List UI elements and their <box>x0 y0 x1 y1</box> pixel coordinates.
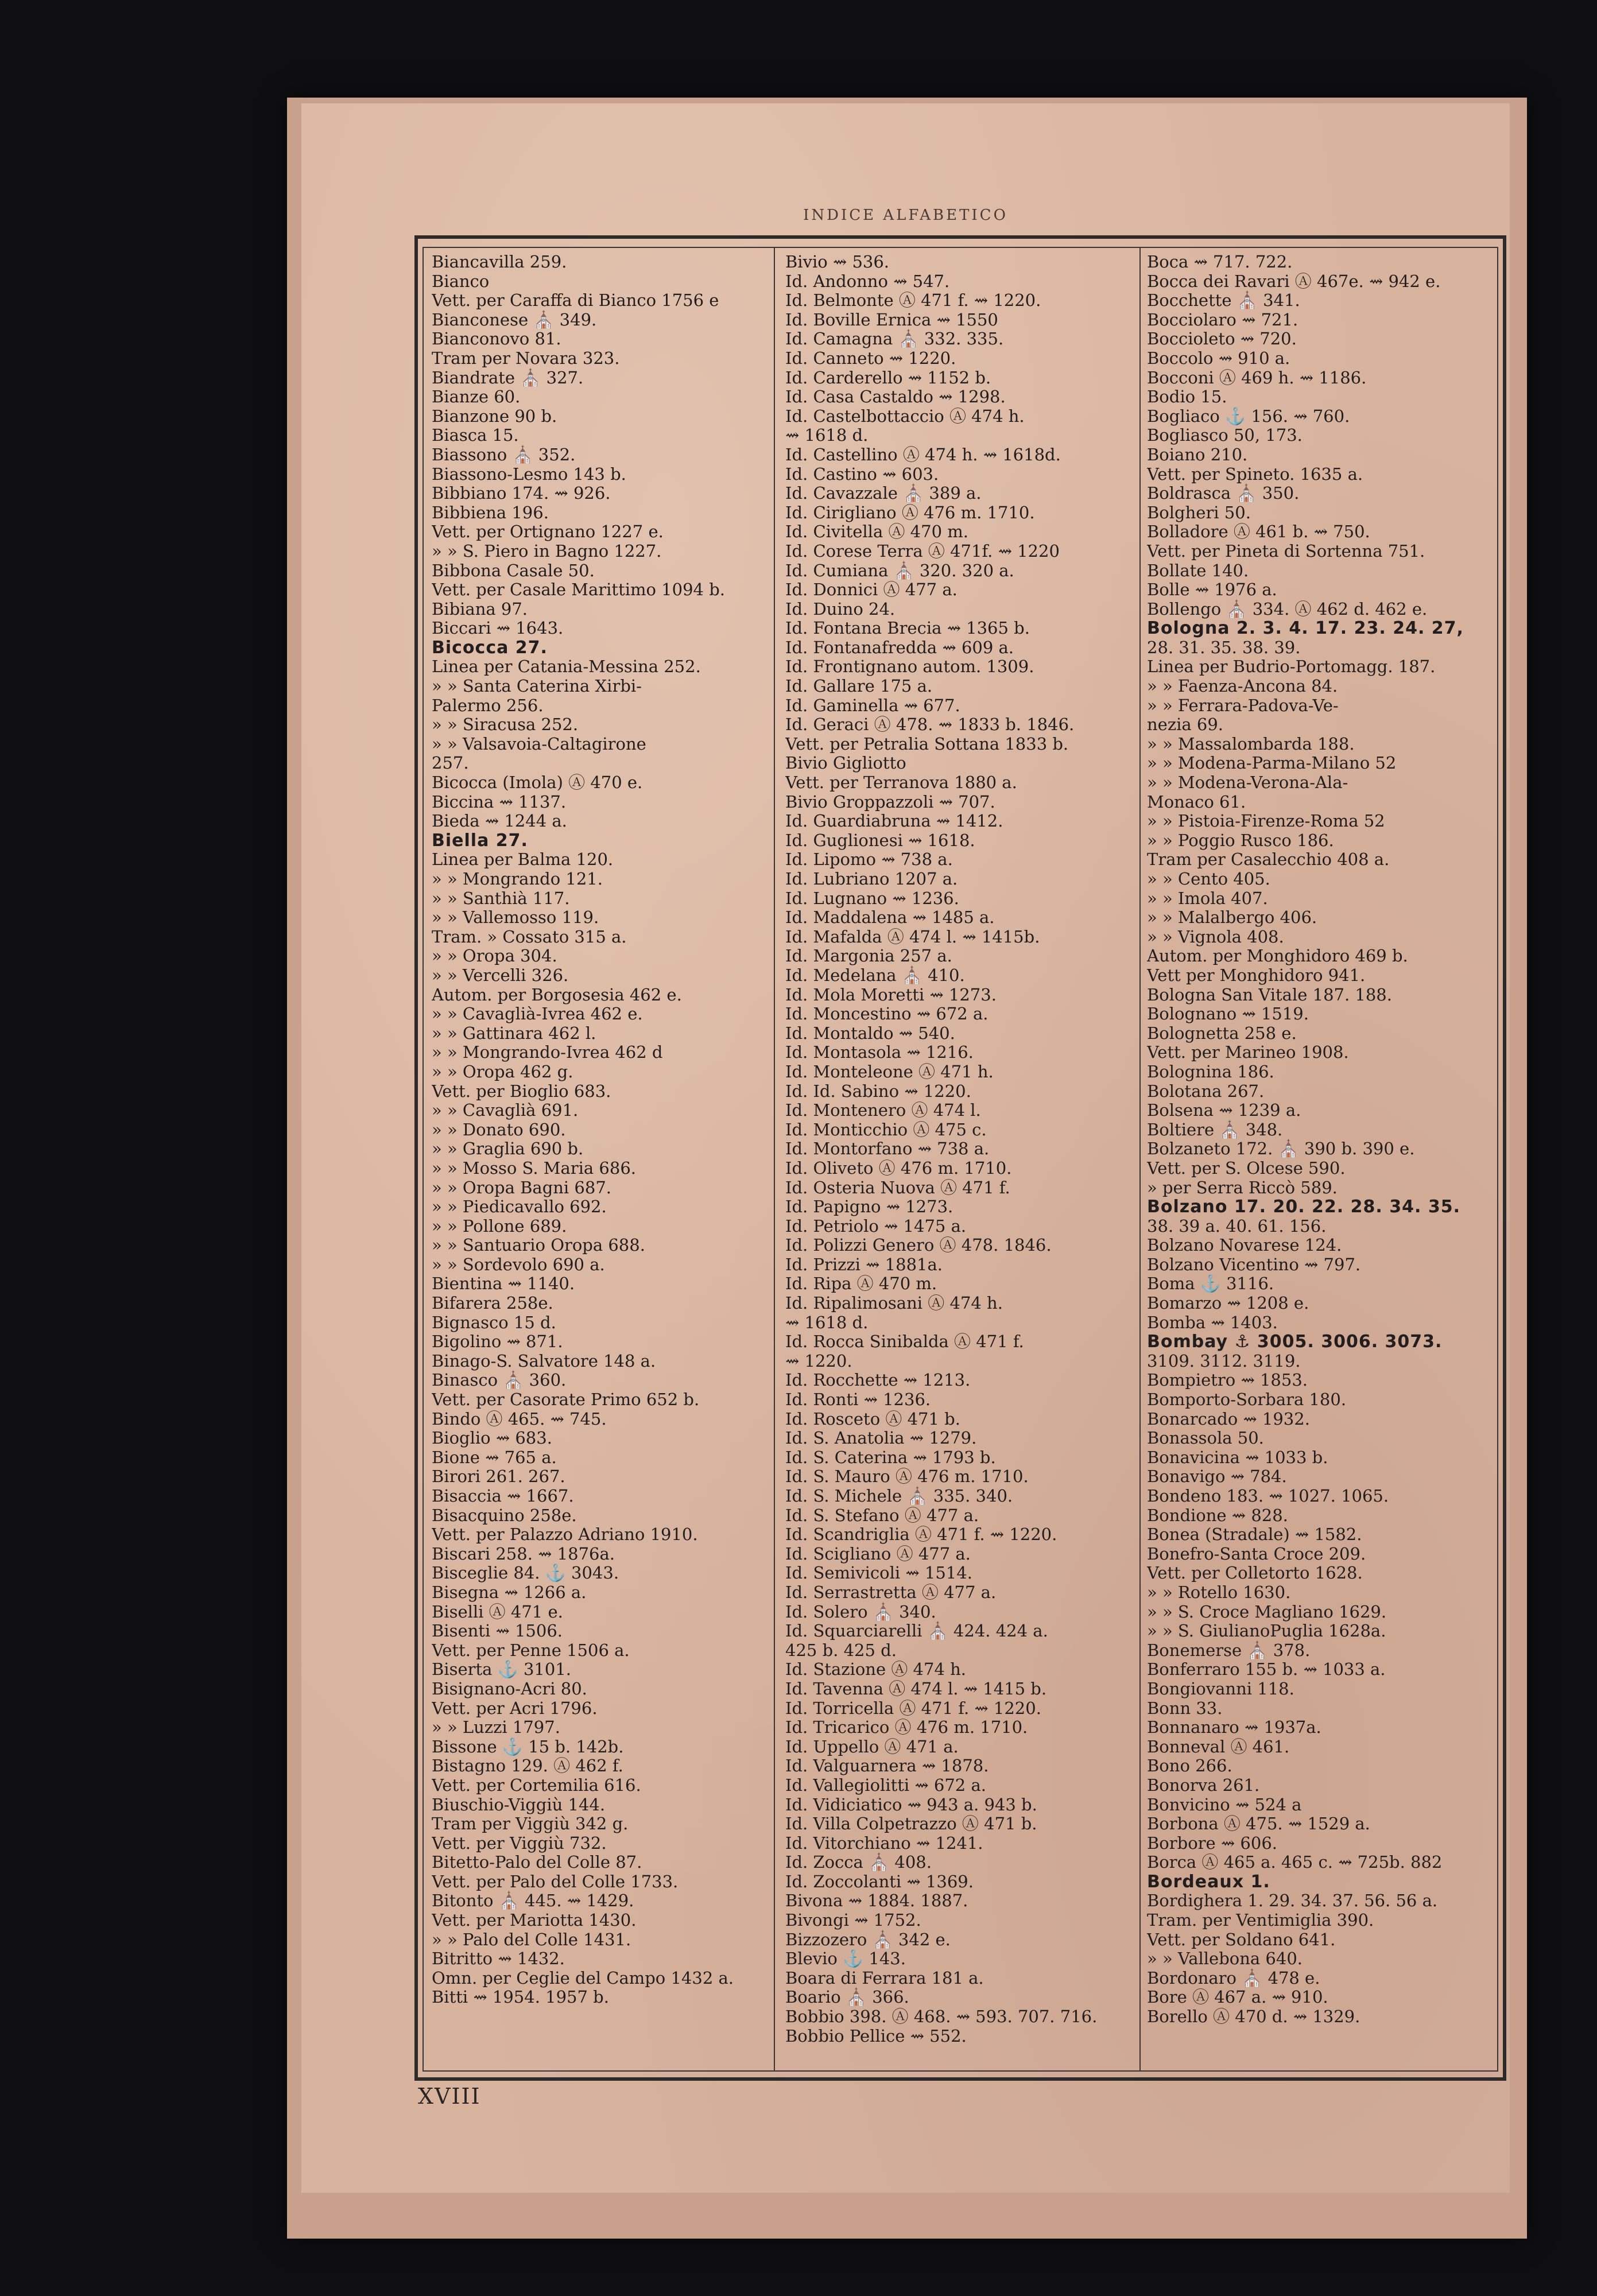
index-entry: Boara di Ferrara 181 a. <box>785 1968 984 1988</box>
index-entry: Bongiovanni 118. <box>1147 1678 1294 1698</box>
index-entry: Bianconese ⛪ 349. <box>432 309 597 329</box>
index-entry: Id. Vallegiolitti ⇝ 672 a. <box>785 1775 986 1795</box>
index-entry: Bombay ⚓ 3005. 3006. 3073. <box>1147 1332 1443 1352</box>
index-entry: Vett. per Palo del Colle 1733. <box>432 1871 679 1891</box>
index-entry: » » Vignola 408. <box>1147 926 1284 947</box>
index-entry: Id. S. Michele ⛪ 335. 340. <box>785 1486 1013 1506</box>
index-entry: Bocciolaro ⇝ 721. <box>1147 309 1298 329</box>
index-entry: Bologna 2. 3. 4. 17. 23. 24. 27, <box>1147 618 1464 639</box>
index-entry: Bitritto ⇝ 1432. <box>432 1949 565 1969</box>
page-number: XVIII <box>418 2084 481 2109</box>
index-column-left <box>432 253 762 2061</box>
index-entry: Bivongi ⇝ 1752. <box>785 1910 921 1930</box>
index-entry: 38. 39 a. 40. 61. 156. <box>1147 1216 1327 1236</box>
index-entry: Tram. » Cossato 315 a. <box>432 926 627 947</box>
index-entry: Bifarera 258e. <box>432 1293 553 1313</box>
index-entry: » » Oropa Bagni 687. <box>432 1177 611 1197</box>
index-entry: Bianconovo 81. <box>432 329 561 349</box>
index-column-right <box>1147 253 1491 2061</box>
index-entry: Id. S. Stefano Ⓐ 477 a. <box>785 1505 979 1525</box>
index-entry: Id. Civitella Ⓐ 470 m. <box>785 522 968 542</box>
index-entry: Bindo Ⓐ 465. ⇝ 745. <box>432 1409 607 1429</box>
index-entry: Binago-S. Salvatore 148 a. <box>432 1351 656 1371</box>
index-entry: » » Palo del Colle 1431. <box>432 1929 631 1949</box>
index-entry: » » Oropa 304. <box>432 946 557 966</box>
index-entry: Bisignano-Acri 80. <box>432 1678 587 1698</box>
index-entry: Id. Tavenna Ⓐ 474 l. ⇝ 1415 b. <box>785 1678 1047 1698</box>
index-entry: » » Oropa 462 g. <box>432 1061 573 1081</box>
index-entry: Bogliasco 50, 173. <box>1147 425 1303 445</box>
index-entry: Bondeno 183. ⇝ 1027. 1065. <box>1147 1486 1389 1506</box>
index-entry: Id. Geraci Ⓐ 478. ⇝ 1833 b. 1846. <box>785 715 1075 735</box>
index-entry: Id. Castellino Ⓐ 474 h. ⇝ 1618d. <box>785 444 1061 464</box>
index-entry: » » Massalombarda 188. <box>1147 734 1355 754</box>
index-entry: Id. Papigno ⇝ 1273. <box>785 1197 953 1217</box>
index-entry: ⇝ 1220. <box>785 1351 852 1371</box>
index-entry: Bordighera 1. 29. 34. 37. 56. 56 a. <box>1147 1891 1438 1911</box>
index-entry: » » Faenza-Ancona 84. <box>1147 676 1338 696</box>
index-entry: Bompietro ⇝ 1853. <box>1147 1370 1308 1390</box>
index-entry: Vett per Monghidoro 941. <box>1147 965 1366 985</box>
index-entry: » » S. Croce Magliano 1629. <box>1147 1601 1387 1622</box>
index-entry: Tram per Casalecchio 408 a. <box>1147 850 1390 870</box>
index-entry: Bonassola 50. <box>1147 1428 1264 1448</box>
index-entry: Vett. per Ortignano 1227 e. <box>432 522 664 542</box>
index-entry: Id. Vidiciatico ⇝ 943 a. 943 b. <box>785 1794 1037 1814</box>
index-entry: Bolzano Vicentino ⇝ 797. <box>1147 1254 1361 1274</box>
index-entry: Biassono-Lesmo 143 b. <box>432 464 626 484</box>
index-entry: Id. Zocca ⛪ 408. <box>785 1852 932 1872</box>
index-entry: Id. Mola Moretti ⇝ 1273. <box>785 984 997 1004</box>
index-entry: Bolsena ⇝ 1239 a. <box>1147 1100 1301 1120</box>
index-entry: Id. Medelana ⛪ 410. <box>785 965 965 985</box>
index-entry: Bioglio ⇝ 683. <box>432 1428 552 1448</box>
index-entry: Bordeaux 1. <box>1147 1871 1270 1892</box>
index-entry: » » Graglia 690 b. <box>432 1139 584 1159</box>
index-entry: Id. S. Caterina ⇝ 1793 b. <box>785 1447 996 1467</box>
index-entry: Vett. per Pineta di Sortenna 751. <box>1147 541 1425 561</box>
index-entry: Vett. per Colletorto 1628. <box>1147 1563 1363 1583</box>
index-entry: ⇝ 1618 d. <box>785 425 869 445</box>
index-entry: Bitetto-Palo del Colle 87. <box>432 1852 642 1872</box>
index-entry: Id. Tricarico Ⓐ 476 m. 1710. <box>785 1717 1028 1737</box>
index-entry: Borello Ⓐ 470 d. ⇝ 1329. <box>1147 2007 1360 2027</box>
index-entry: Birori 261. 267. <box>432 1467 565 1487</box>
index-entry: » » Donato 690. <box>432 1119 566 1139</box>
index-entry: Id. Scigliano Ⓐ 477 a. <box>785 1543 971 1564</box>
index-entry: Id. Moncestino ⇝ 672 a. <box>785 1004 989 1024</box>
index-entry: Id. Ripa Ⓐ 470 m. <box>785 1274 937 1294</box>
index-entry: Id. Castelbottaccio Ⓐ 474 h. <box>785 406 1025 426</box>
index-entry: Boiano 210. <box>1147 444 1248 464</box>
index-entry: Vett. per Marineo 1908. <box>1147 1042 1349 1062</box>
index-entry: » » Cavaglià-Ivrea 462 e. <box>432 1004 643 1024</box>
index-entry: » » Pollone 689. <box>432 1216 567 1236</box>
index-entry: Id. Montasola ⇝ 1216. <box>785 1042 974 1062</box>
index-entry: Bocconi Ⓐ 469 h. ⇝ 1186. <box>1147 367 1367 387</box>
index-entry: Bonemerse ⛪ 378. <box>1147 1640 1311 1660</box>
index-entry: » » Cavaglià 691. <box>432 1100 579 1120</box>
index-entry: » » Sordevolo 690 a. <box>432 1254 605 1274</box>
index-entry: Borbore ⇝ 606. <box>1147 1833 1277 1853</box>
index-entry: Vett. per Bioglio 683. <box>432 1081 611 1101</box>
index-entry: Id. Camagna ⛪ 332. 335. <box>785 329 1004 349</box>
index-entry: Id. Gaminella ⇝ 677. <box>785 695 960 715</box>
index-entry: Bolzano 17. 20. 22. 28. 34. 35. <box>1147 1197 1460 1217</box>
index-entry: Id. Guardiabruna ⇝ 1412. <box>785 811 1003 831</box>
index-entry: Boario ⛪ 366. <box>785 1987 909 2007</box>
index-entry: Id. Uppello Ⓐ 471 a. <box>785 1736 959 1756</box>
index-entry: Id. Corese Terra Ⓐ 471f. ⇝ 1220 <box>785 541 1060 561</box>
index-entry: » » Gattinara 462 l. <box>432 1023 596 1043</box>
index-entry: Id. Prizzi ⇝ 1881a. <box>785 1254 943 1274</box>
index-entry: Tram per Novara 323. <box>432 348 620 368</box>
index-entry: Bolognano ⇝ 1519. <box>1147 1004 1309 1024</box>
index-entry: Id. Serrastretta Ⓐ 477 a. <box>785 1582 997 1602</box>
index-entry: » » Vercelli 326. <box>432 965 569 985</box>
index-entry: Bione ⇝ 765 a. <box>432 1447 557 1467</box>
index-entry: Bitonto ⛪ 445. ⇝ 1429. <box>432 1891 634 1911</box>
index-entry: Bolzano Novarese 124. <box>1147 1235 1342 1255</box>
index-entry: Id. Guglionesi ⇝ 1618. <box>785 830 975 850</box>
index-entry: Id. Semivicoli ⇝ 1514. <box>785 1563 972 1583</box>
index-entry: » » S. GiulianoPuglia 1628a. <box>1147 1621 1386 1641</box>
index-entry: Autom. per Monghidoro 469 b. <box>1147 946 1408 966</box>
running-head: INDICE ALFABETICO <box>803 207 1008 224</box>
index-entry: Bolognina 186. <box>1147 1061 1274 1081</box>
index-entry: Bolle ⇝ 1976 a. <box>1147 580 1277 600</box>
index-entry: Bonavigo ⇝ 784. <box>1147 1467 1287 1487</box>
index-entry: Bollate 140. <box>1147 560 1249 580</box>
index-entry: Id. Canneto ⇝ 1220. <box>785 348 956 368</box>
index-entry: Bordonaro ⛪ 478 e. <box>1147 1968 1320 1988</box>
index-entry: » » Cento 405. <box>1147 869 1270 889</box>
index-entry: Id. Stazione Ⓐ 474 h. <box>785 1659 967 1680</box>
index-entry: Bonarcado ⇝ 1932. <box>1147 1409 1310 1429</box>
index-entry: Palermo 256. <box>432 695 544 715</box>
index-entry: » » Pistoia-Firenze-Roma 52 <box>1147 811 1385 831</box>
index-entry: Bonefro-Santa Croce 209. <box>1147 1543 1366 1564</box>
index-entry: Id. Montaldo ⇝ 540. <box>785 1023 955 1043</box>
index-column-middle <box>785 253 1124 2061</box>
index-entry: Id. S. Mauro Ⓐ 476 m. 1710. <box>785 1467 1029 1487</box>
index-entry: Id. Rocca Sinibalda Ⓐ 471 f. <box>785 1332 1024 1352</box>
index-entry: Borbona Ⓐ 475. ⇝ 1529 a. <box>1147 1814 1370 1834</box>
index-entry: Bieda ⇝ 1244 a. <box>432 811 567 831</box>
index-entry: » » Santa Caterina Xirbi- <box>432 676 642 696</box>
index-entry: Bolladore Ⓐ 461 b. ⇝ 750. <box>1147 522 1370 542</box>
index-entry: Bomporto-Sorbara 180. <box>1147 1390 1347 1410</box>
index-entry: Bolotana 267. <box>1147 1081 1265 1101</box>
index-entry: Boca ⇝ 717. 722. <box>1147 253 1293 272</box>
index-entry: Biassono ⛪ 352. <box>432 444 576 464</box>
index-entry: Vett. per Terranova 1880 a. <box>785 773 1017 793</box>
index-entry: Boccioleto ⇝ 720. <box>1147 329 1297 349</box>
index-entry: Biancavilla 259. <box>432 253 567 272</box>
index-entry: Id. Villa Colpetrazzo Ⓐ 471 b. <box>785 1814 1037 1834</box>
index-entry: Bibiana 97. <box>432 599 528 619</box>
index-entry: Id. Id. Sabino ⇝ 1220. <box>785 1081 971 1101</box>
index-entry: Id. Rosceto Ⓐ 471 b. <box>785 1409 960 1429</box>
index-entry: Id. Gallare 175 a. <box>785 676 933 696</box>
index-entry: ⇝ 1618 d. <box>785 1312 869 1332</box>
index-entry: Boltiere ⛪ 348. <box>1147 1119 1283 1139</box>
index-entry: Bibbiena 196. <box>432 502 549 522</box>
index-entry: » » Mongrando 121. <box>432 869 603 889</box>
index-entry: 425 b. 425 d. <box>785 1640 897 1660</box>
index-entry: Id. Montorfano ⇝ 738 a. <box>785 1139 990 1159</box>
index-entry: Autom. per Borgosesia 462 e. <box>432 984 682 1004</box>
index-entry: Bobbio Pellice ⇝ 552. <box>785 2026 967 2046</box>
index-entry: Id. Solero ⛪ 340. <box>785 1601 936 1622</box>
index-entry: Bigolino ⇝ 871. <box>432 1332 563 1352</box>
index-entry: » » Valsavoia-Caltagirone <box>432 734 646 754</box>
index-entry: Bissone ⚓ 15 b. 142b. <box>432 1736 624 1756</box>
index-entry: Id. Andonno ⇝ 547. <box>785 271 950 291</box>
index-entry: Id. Maddalena ⇝ 1485 a. <box>785 907 995 928</box>
index-entry: Id. Osteria Nuova Ⓐ 471 f. <box>785 1177 1010 1197</box>
index-entry: Biuschio-Viggiù 144. <box>432 1794 606 1814</box>
index-entry: Bivio Groppazzoli ⇝ 707. <box>785 792 995 812</box>
index-entry: Binasco ⛪ 360. <box>432 1370 567 1390</box>
index-entry: Vett. per Soldano 641. <box>1147 1929 1336 1949</box>
index-entry: Biselli Ⓐ 471 e. <box>432 1601 563 1622</box>
index-entry: Id. Fontana Brecia ⇝ 1365 b. <box>785 618 1030 638</box>
index-entry: » » Poggio Rusco 186. <box>1147 830 1334 850</box>
index-entry: Bocca dei Ravari Ⓐ 467e. ⇝ 942 e. <box>1147 271 1441 291</box>
index-entry: » » Vallemosso 119. <box>432 907 599 928</box>
index-entry: Id. S. Anatolia ⇝ 1279. <box>785 1428 977 1448</box>
index-entry: Bonavicina ⇝ 1033 b. <box>1147 1447 1328 1467</box>
index-entry: Vett. per Spineto. 1635 a. <box>1147 464 1363 484</box>
index-entry: Bianze 60. <box>432 387 521 407</box>
index-entry: Id. Zoccolanti ⇝ 1369. <box>785 1871 974 1891</box>
index-entry: Bolzaneto 172. ⛪ 390 b. 390 e. <box>1147 1139 1415 1159</box>
index-entry: Bisceglie 84. ⚓ 3043. <box>432 1563 619 1583</box>
index-entry: Id. Lipomo ⇝ 738 a. <box>785 850 953 870</box>
index-entry: Id. Lubriano 1207 a. <box>785 869 958 889</box>
index-entry: » » Santuario Oropa 688. <box>432 1235 645 1255</box>
index-entry: Bisegna ⇝ 1266 a. <box>432 1582 587 1602</box>
index-entry: Id. Belmonte Ⓐ 471 f. ⇝ 1220. <box>785 290 1041 311</box>
column-rule-1 <box>774 247 775 2072</box>
index-entry: Linea per Budrio-Portomagg. 187. <box>1147 657 1436 677</box>
index-entry: Vett. per Casale Marittimo 1094 b. <box>432 580 725 600</box>
index-entry: Id. Vitorchiano ⇝ 1241. <box>785 1833 983 1853</box>
index-entry: Vett. per Acri 1796. <box>432 1698 598 1718</box>
index-entry: Blevio ⚓ 143. <box>785 1949 906 1969</box>
index-entry: Bibbiano 174. ⇝ 926. <box>432 483 611 503</box>
index-entry: Id. Boville Ernica ⇝ 1550 <box>785 309 998 329</box>
index-entry: Bomba ⇝ 1403. <box>1147 1312 1278 1332</box>
index-entry: Bono 266. <box>1147 1756 1232 1776</box>
index-entry: » » Malalbergo 406. <box>1147 907 1317 928</box>
index-entry: Bonea (Stradale) ⇝ 1582. <box>1147 1525 1362 1545</box>
index-entry: Vett. per Casorate Primo 652 b. <box>432 1390 700 1410</box>
index-entry: Omn. per Ceglie del Campo 1432 a. <box>432 1968 734 1988</box>
index-entry: Biccari ⇝ 1643. <box>432 618 564 638</box>
index-entry: Id. Rocchette ⇝ 1213. <box>785 1370 971 1390</box>
index-entry: 28. 31. 35. 38. 39. <box>1147 637 1301 657</box>
index-entry: Bonferraro 155 b. ⇝ 1033 a. <box>1147 1659 1386 1680</box>
index-entry: Bisacquino 258e. <box>432 1505 577 1525</box>
index-entry: Bomarzo ⇝ 1208 e. <box>1147 1293 1309 1313</box>
index-entry: » » Vallebona 640. <box>1147 1949 1303 1969</box>
column-rule-2 <box>1139 247 1141 2072</box>
index-entry: Monaco 61. <box>1147 792 1246 812</box>
index-entry: » » Imola 407. <box>1147 888 1268 908</box>
index-entry: Id. Cavazzale ⛪ 389 a. <box>785 483 982 503</box>
index-entry: » » Rotello 1630. <box>1147 1582 1291 1602</box>
index-entry: Biccina ⇝ 1137. <box>432 792 567 812</box>
index-entry: Tram per Viggiù 342 g. <box>432 1814 629 1834</box>
index-entry: Bolgheri 50. <box>1147 502 1251 522</box>
index-entry: Bondione ⇝ 828. <box>1147 1505 1288 1525</box>
index-entry: Id. Ronti ⇝ 1236. <box>785 1390 931 1410</box>
index-entry: Id. Carderello ⇝ 1152 b. <box>785 367 991 387</box>
index-entry: Tram. per Ventimiglia 390. <box>1147 1910 1374 1930</box>
index-entry: Bignasco 15 d. <box>432 1312 556 1332</box>
index-entry: Bibbona Casale 50. <box>432 560 595 580</box>
index-entry: Vett. per Caraffa di Bianco 1756 e <box>432 290 719 311</box>
index-entry: Boccolo ⇝ 910 a. <box>1147 348 1290 368</box>
index-entry: Boma ⚓ 3116. <box>1147 1274 1274 1294</box>
index-entry: » per Serra Riccò 589. <box>1147 1177 1338 1197</box>
index-entry: Bonnanaro ⇝ 1937a. <box>1147 1717 1321 1737</box>
index-entry: Biscari 258. ⇝ 1876a. <box>432 1543 615 1564</box>
index-entry: Id. Monteleone Ⓐ 471 h. <box>785 1061 994 1081</box>
index-entry: 257. <box>432 753 469 773</box>
index-entry: Id. Petriolo ⇝ 1475 a. <box>785 1216 967 1236</box>
index-entry: Biella 27. <box>432 830 528 851</box>
index-entry: » » Ferrara-Padova-Ve- <box>1147 695 1339 715</box>
index-entry: Vett. per S. Olcese 590. <box>1147 1158 1346 1178</box>
index-entry: Bonvicino ⇝ 524 a <box>1147 1794 1302 1814</box>
index-entry: Bicocca 27. <box>432 637 548 658</box>
index-entry: » » S. Piero in Bagno 1227. <box>432 541 662 561</box>
index-entry: Id. Duino 24. <box>785 599 896 619</box>
index-entry: Bicocca (Imola) Ⓐ 470 e. <box>432 773 643 793</box>
index-entry: Id. Lugnano ⇝ 1236. <box>785 888 959 908</box>
index-entry: Id. Castino ⇝ 603. <box>785 464 939 484</box>
index-entry: Biandrate ⛪ 327. <box>432 367 584 387</box>
index-entry: Bodio 15. <box>1147 387 1227 407</box>
index-entry: Bollengo ⛪ 334. Ⓐ 462 d. 462 e. <box>1147 599 1428 619</box>
index-entry: Borca Ⓐ 465 a. 465 c. ⇝ 725b. 882 <box>1147 1852 1443 1872</box>
index-entry: Bizzozero ⛪ 342 e. <box>785 1929 951 1949</box>
index-entry: Id. Oliveto Ⓐ 476 m. 1710. <box>785 1158 1012 1178</box>
index-entry: » » Modena-Verona-Ala- <box>1147 773 1348 793</box>
index-entry: Bologna San Vitale 187. 188. <box>1147 984 1392 1004</box>
index-entry: Bistagno 129. Ⓐ 462 f. <box>432 1756 623 1776</box>
index-entry: 3109. 3112. 3119. <box>1147 1351 1301 1371</box>
index-entry: Vett. per Petralia Sottana 1833 b. <box>785 734 1069 754</box>
index-entry: Bianzone 90 b. <box>432 406 557 426</box>
index-entry: Bisaccia ⇝ 1667. <box>432 1486 574 1506</box>
index-entry: Vett. per Penne 1506 a. <box>432 1640 630 1660</box>
index-entry: Id. Squarciarelli ⛪ 424. 424 a. <box>785 1621 1048 1641</box>
index-entry: Id. Polizzi Genero Ⓐ 478. 1846. <box>785 1235 1052 1255</box>
index-entry: Vett. per Mariotta 1430. <box>432 1910 637 1930</box>
index-entry: Biserta ⚓ 3101. <box>432 1659 572 1680</box>
index-entry: Bocchette ⛪ 341. <box>1147 290 1300 311</box>
index-entry: » » Mongrando-Ivrea 462 d <box>432 1042 663 1062</box>
index-entry: Id. Cirigliano Ⓐ 476 m. 1710. <box>785 502 1035 522</box>
index-entry: Bivio Gigliotto <box>785 753 906 773</box>
index-entry: » » Modena-Parma-Milano 52 <box>1147 753 1397 773</box>
index-entry: Id. Montenero Ⓐ 474 l. <box>785 1100 981 1120</box>
index-entry: Bivio ⇝ 536. <box>785 253 890 272</box>
index-entry: Boldrasca ⛪ 350. <box>1147 483 1300 503</box>
index-entry: Bolognetta 258 e. <box>1147 1023 1297 1043</box>
index-entry: » » Siracusa 252. <box>432 715 579 735</box>
index-entry: nezia 69. <box>1147 715 1224 735</box>
index-entry: Bonorva 261. <box>1147 1775 1260 1795</box>
index-entry: Id. Margonia 257 a. <box>785 946 952 966</box>
index-entry: » » Luzzi 1797. <box>432 1717 560 1737</box>
index-entry: Id. Scandriglia Ⓐ 471 f. ⇝ 1220. <box>785 1525 1057 1545</box>
index-entry: Linea per Balma 120. <box>432 850 614 870</box>
index-entry: Bore Ⓐ 467 a. ⇝ 910. <box>1147 1987 1328 2007</box>
index-entry: Id. Donnici Ⓐ 477 a. <box>785 580 958 600</box>
index-entry: » » Santhià 117. <box>432 888 570 908</box>
index-entry: Id. Monticchio Ⓐ 475 c. <box>785 1119 987 1139</box>
index-entry: Bientina ⇝ 1140. <box>432 1274 575 1294</box>
index-entry: Vett. per Palazzo Adriano 1910. <box>432 1525 698 1545</box>
index-entry: » » Piedicavallo 692. <box>432 1197 607 1217</box>
index-entry: Vett. per Viggiù 732. <box>432 1833 607 1853</box>
index-entry: Bonn 33. <box>1147 1698 1223 1718</box>
index-entry: Id. Frontignano autom. 1309. <box>785 657 1034 677</box>
index-entry: Linea per Catania-Messina 252. <box>432 657 701 677</box>
index-entry: Id. Ripalimosani Ⓐ 474 h. <box>785 1293 1003 1313</box>
index-entry: Biasca 15. <box>432 425 519 445</box>
index-entry: Id. Valguarnera ⇝ 1878. <box>785 1756 989 1776</box>
index-entry: Bonneval Ⓐ 461. <box>1147 1736 1290 1756</box>
index-entry: Bobbio 398. Ⓐ 468. ⇝ 593. 707. 716. <box>785 2007 1098 2027</box>
index-entry: Id. Cumiana ⛪ 320. 320 a. <box>785 560 1014 580</box>
index-entry: Bitti ⇝ 1954. 1957 b. <box>432 1987 609 2007</box>
index-entry: Bivona ⇝ 1884. 1887. <box>785 1891 968 1911</box>
index-entry: Id. Fontanafredda ⇝ 609 a. <box>785 637 1014 657</box>
index-entry: Id. Mafalda Ⓐ 474 l. ⇝ 1415b. <box>785 926 1040 947</box>
index-entry: Bisenti ⇝ 1506. <box>432 1621 563 1641</box>
index-entry: Vett. per Cortemilia 616. <box>432 1775 641 1795</box>
index-entry: Id. Torricella Ⓐ 471 f. ⇝ 1220. <box>785 1698 1041 1718</box>
index-entry: Bianco <box>432 271 490 291</box>
index-entry: » » Mosso S. Maria 686. <box>432 1158 636 1178</box>
index-entry: Id. Casa Castaldo ⇝ 1298. <box>785 387 1006 407</box>
index-entry: Bogliaco ⚓ 156. ⇝ 760. <box>1147 406 1350 426</box>
